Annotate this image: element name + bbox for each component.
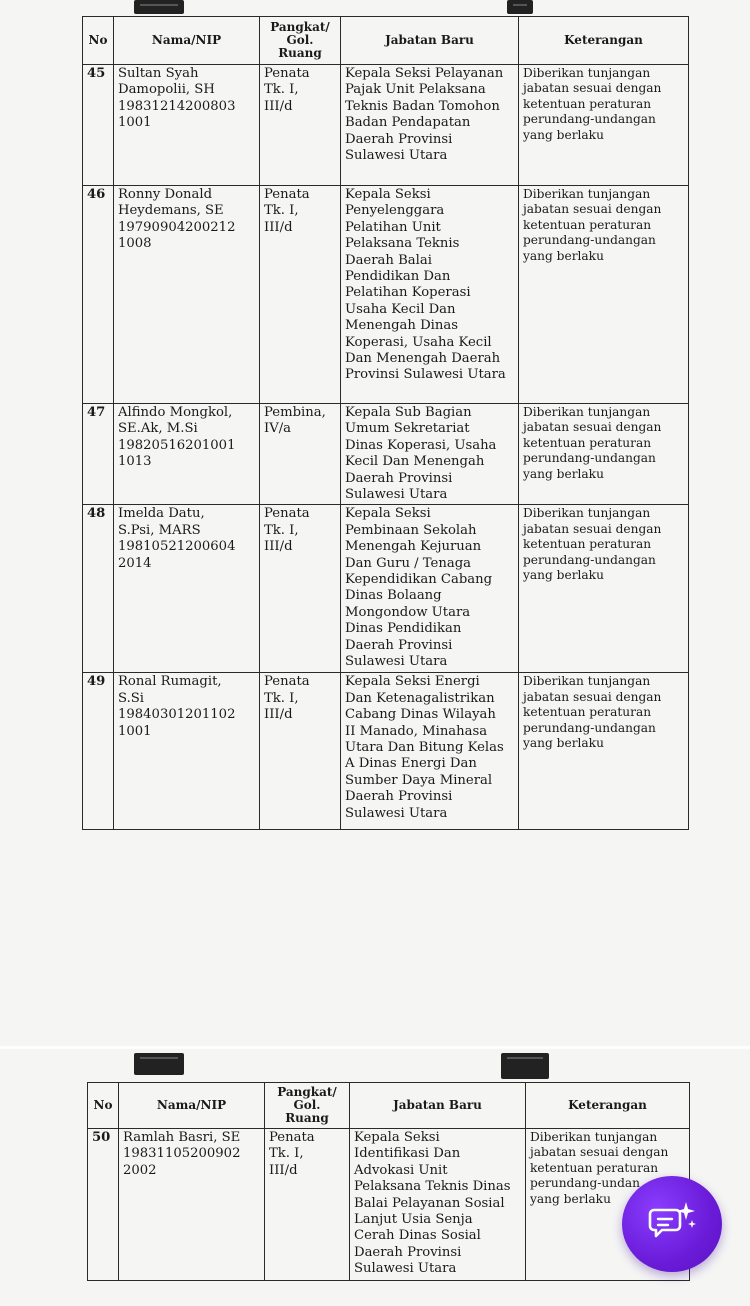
binder-clip [507, 0, 533, 14]
appointment-table-page-1 [82, 16, 689, 830]
row-nama-nip: Sultan Syah Damopolii, SH 19831214200803 1001 [114, 65, 260, 186]
ai-chat-fab-button[interactable] [622, 1176, 722, 1272]
row-jabatan: Kepala Seksi Pembinaan Sekolah Menengah Kejuruan Dan Guru / Tenaga Kependidikan Cabang Dinas Bolaang Mongondow Utara Dinas Pendidikan Daerah Provinsi Sulawesi Utara [341, 505, 519, 673]
row-pangkat: Penata Tk. I, III/d [260, 186, 341, 404]
row-pangkat: Penata Tk. I, III/d [260, 65, 341, 186]
row-keterangan: Diberikan tunjangan jabatan sesuai dengan ketentuan peraturan perundang-undangan yang berlaku [519, 673, 689, 830]
row-jabatan: Kepala Seksi Identifikasi Dan Advokasi Unit Pelaksana Teknis Dinas Balai Pelayanan Sosial Lanjut Usia Senja Cerah Dinas Sosial Daerah Provinsi Sulawesi Utara [350, 1129, 526, 1281]
row-pangkat: Pembina, IV/a [260, 404, 341, 505]
row-pangkat: Penata Tk. I, III/d [260, 505, 341, 673]
row-jabatan: Kepala Seksi Energi Dan Ketenagalistrikan Cabang Dinas Wilayah II Manado, Minahasa Utara Dan Bitung Kelas A Dinas Energi Dan Sumber Daya Mineral Daerah Provinsi Sulawesi Utara [341, 673, 519, 830]
row-nama-nip: Imelda Datu, S.Psi, MARS 19810521200604 2014 [114, 505, 260, 673]
column-header-pangkat: Pangkat/ Gol. Ruang [265, 1083, 350, 1129]
table-row [83, 65, 689, 186]
binder-clip [501, 1053, 549, 1079]
row-pangkat: Penata Tk. I, III/d [260, 673, 341, 830]
column-header-keterangan: Keterangan [526, 1083, 690, 1129]
row-nama-nip: Alfindo Mongkol, SE.Ak, M.Si 19820516201001 1013 [114, 404, 260, 505]
column-header-nama: Nama/NIP [114, 17, 260, 65]
row-no: 45 [83, 65, 114, 186]
column-header-no: No [83, 17, 114, 65]
table-row [88, 1129, 690, 1281]
row-keterangan: Diberikan tunjangan jabatan sesuai dengan ketentuan peraturan perundang-undangan yang berlaku [519, 65, 689, 186]
binder-clip [134, 1053, 184, 1075]
column-header-jabatan: Jabatan Baru [341, 17, 519, 65]
appointment-table-page-2 [87, 1082, 690, 1281]
table-header-row [83, 17, 689, 65]
ai-chat-sparkle-icon [648, 1200, 698, 1246]
row-keterangan: Diberikan tunjangan jabatan sesuai dengan ketentuan peraturan perundang-undangan yang berlaku [519, 505, 689, 673]
row-no: 49 [83, 673, 114, 830]
column-header-jabatan: Jabatan Baru [350, 1083, 526, 1129]
row-jabatan: Kepala Seksi Pelayanan Pajak Unit Pelaksana Teknis Badan Tomohon Badan Pendapatan Daerah Provinsi Sulawesi Utara [341, 65, 519, 186]
row-jabatan: Kepala Sub Bagian Umum Sekretariat Dinas Koperasi, Usaha Kecil Dan Menengah Daerah Provinsi Sulawesi Utara [341, 404, 519, 505]
row-keterangan: Diberikan tunjangan jabatan sesuai dengan ketentuan peraturan perundang-undangan yang berlaku [519, 404, 689, 505]
row-no: 50 [88, 1129, 119, 1281]
binder-clip [134, 0, 184, 14]
column-header-no: No [88, 1083, 119, 1129]
row-nama-nip: Ramlah Basri, SE 19831105200902 2002 [119, 1129, 265, 1281]
row-no: 46 [83, 186, 114, 404]
table-row [83, 186, 689, 404]
row-keterangan: Diberikan tunjangan jabatan sesuai dengan ketentuan peraturan perundang-undan yang berlaku [526, 1129, 690, 1281]
table-row [83, 673, 689, 830]
column-header-keterangan: Keterangan [519, 17, 689, 65]
row-no: 47 [83, 404, 114, 505]
row-nama-nip: Ronny Donald Heydemans, SE 19790904200212 1008 [114, 186, 260, 404]
column-header-pangkat: Pangkat/ Gol. Ruang [260, 17, 341, 65]
row-no: 48 [83, 505, 114, 673]
row-keterangan: Diberikan tunjangan jabatan sesuai dengan ketentuan peraturan perundang-undangan yang berlaku [519, 186, 689, 404]
row-nama-nip: Ronal Rumagit, S.Si 19840301201102 1001 [114, 673, 260, 830]
table-header-row [88, 1083, 690, 1129]
row-pangkat: Penata Tk. I, III/d [265, 1129, 350, 1281]
column-header-nama: Nama/NIP [119, 1083, 265, 1129]
row-jabatan: Kepala Seksi Penyelenggara Pelatihan Unit Pelaksana Teknis Daerah Balai Pendidikan Dan Pelatihan Koperasi Usaha Kecil Dan Menengah Dinas Koperasi, Usaha Kecil Dan Menengah Daerah Provinsi Sulawesi Utara [341, 186, 519, 404]
table-row [83, 404, 689, 505]
table-row [83, 505, 689, 673]
